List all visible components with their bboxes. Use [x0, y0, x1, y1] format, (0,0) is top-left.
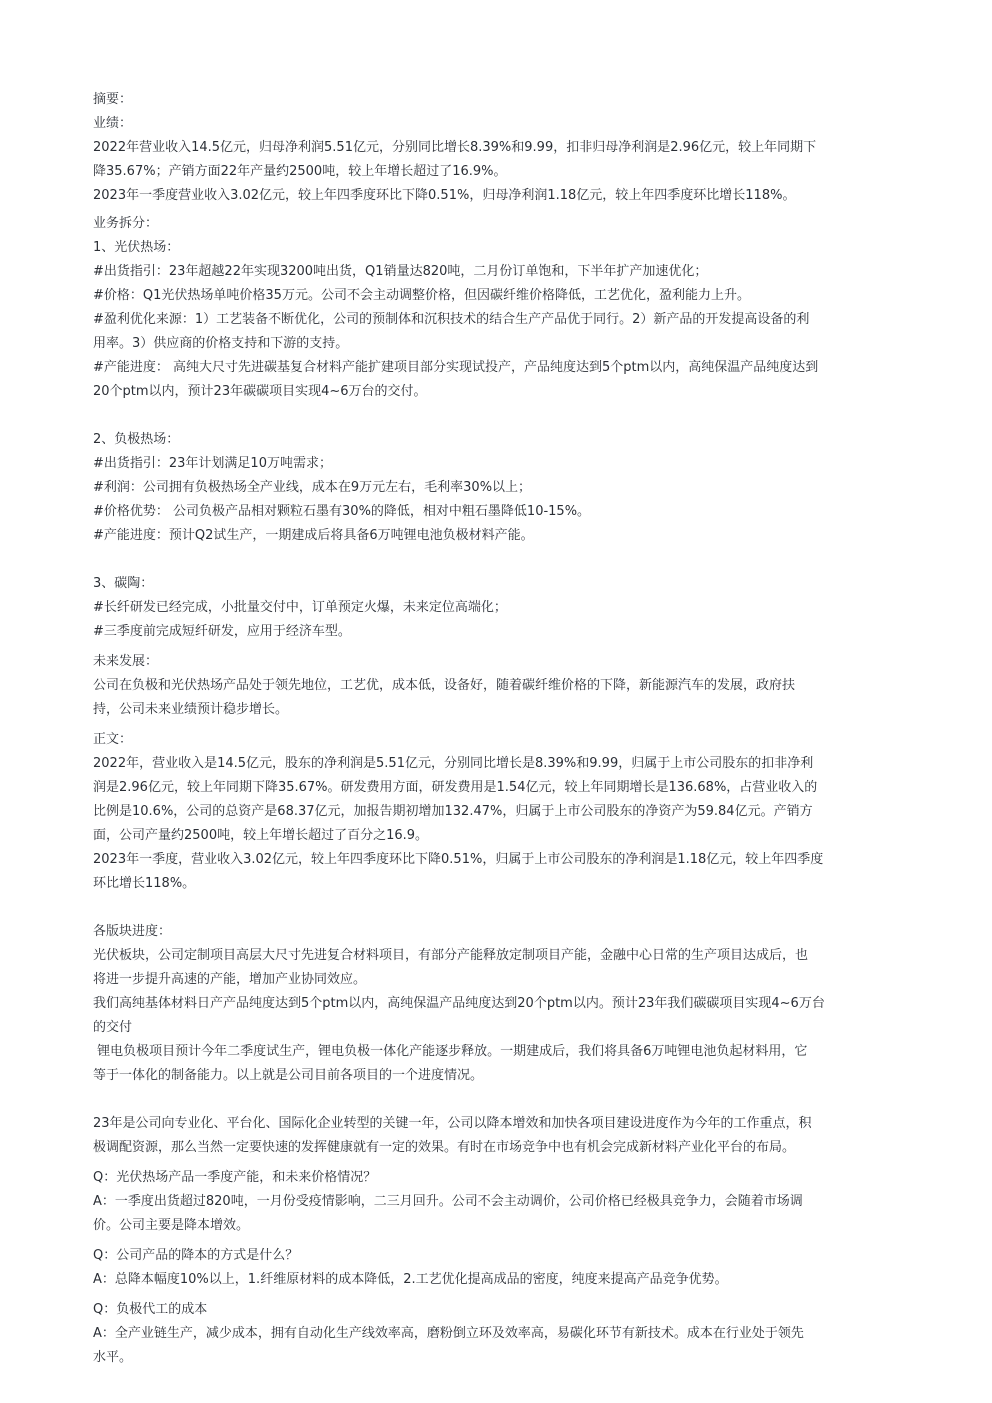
text-line: #三季度前完成短纤研发，应用于经济车型。 [93, 624, 351, 639]
answer-line: 价。公司主要是降本增效。 [93, 1218, 250, 1233]
text-line: 2023年一季度，营业收入3.02亿元，较上年四季度环比下降0.51%，归属于上市公司股东的净利润是1.18亿元，较上年四季度 [93, 852, 824, 867]
text-line: #产能进度： 高纯大尺寸先进碳基复合材料产能扩建项目部分实现试投产，产品纯度达到5个ptm以内，高纯保温产品纯度达到 [93, 360, 819, 375]
document-content [93, 88, 853, 1370]
text-line: 2022年，营业收入是14.5亿元，股东的净利润是5.51亿元，分别同比增长是8.39%和9.99，归属于上市公司股东的扣非净利 [93, 756, 814, 771]
future-heading: 未来发展： [93, 654, 159, 669]
text-line: #出货指引：23年计划满足10万吨需求； [93, 456, 332, 471]
text-line: 2022年营业收入14.5亿元，归母净利润5.51亿元，分别同比增长8.39%和9.99，扣非归母净利润是2.96亿元，较上年同期下 [93, 140, 817, 155]
answer-line: 水平。 [93, 1350, 133, 1365]
text-line: 持，公司未来业绩预计稳步增长。 [93, 702, 289, 717]
text-line: 的交付 [93, 1020, 133, 1035]
question: Q：公司产品的降本的方式是什么？ [93, 1248, 299, 1263]
answer-line: A：全产业链生产，减少成本，拥有自动化生产线效率高，磨粉倒立环及效率高，易碳化环节有新技术。成本在行业处于领先 [93, 1326, 804, 1341]
text-line: 降35.67%；产销方面22年产量约2500吨，较上年增长超过了16.9%。 [93, 164, 507, 179]
text-line: 等于一体化的制备能力。以上就是公司目前各项目的一个进度情况。 [93, 1068, 484, 1083]
text-line: #价格：Q1光伏热场单吨价格35万元。公司不会主动调整价格，但因碳纤维价格降低，工艺优化，盈利能力上升。 [93, 288, 750, 303]
text-line: #利润：公司拥有负极热场全产业线，成本在9万元左右，毛利率30%以上； [93, 480, 532, 495]
text-line: 光伏板块，公司定制项目高层大尺寸先进复合材料项目，有部分产能释放定制项目产能，金融中心日常的生产项目达成后，也 [93, 948, 809, 963]
text-line: 23年是公司向专业化、平台化、国际化企业转型的关键一年，公司以降本增效和加快各项目建设进度作为今年的工作重点，积 [93, 1116, 812, 1131]
body-heading: 正文： [93, 732, 133, 747]
text-line: #价格优势： 公司负极产品相对颗粒石墨有30%的降低，相对中粗石墨降低10-15%。 [93, 504, 591, 519]
summary-heading: 摘要： [93, 92, 133, 107]
performance-heading: 业绩： [93, 116, 133, 131]
section-title: 3、碳陶： [93, 576, 154, 591]
text-line: 环比增长118%。 [93, 876, 196, 891]
text-line: 润是2.96亿元，较上年同期下降35.67%。研发费用方面，研发费用是1.54亿元，较上年同期增长是136.68%，占营业收入的 [93, 780, 818, 795]
answer-line: A：一季度出货超过820吨，一月份受疫情影响，二三月回升。公司不会主动调价，公司价格已经极具竞争力，会随着市场调 [93, 1194, 803, 1209]
answer-line: A：总降本幅度10%以上，1.纤维原材料的成本降低，2.工艺优化提高成品的密度，纯度来提高产品竞争优势。 [93, 1272, 728, 1287]
section-title: 2、负极热场： [93, 432, 180, 447]
text-line: 2023年一季度营业收入3.02亿元，较上年四季度环比下降0.51%，归母净利润1.18亿元，较上年四季度环比增长118%。 [93, 188, 796, 203]
text-line: 极调配资源，那么当然一定要快速的发挥健康就有一定的效果。有时在市场竞争中也有机会完成新材料产业化平台的布局。 [93, 1140, 796, 1155]
text-line: #盈利优化来源：1）工艺装备不断优化，公司的预制体和沉积技术的结合生产产品优于同行。2）新产品的开发提高设备的利 [93, 312, 810, 327]
text-line: 20个ptm以内，预计23年碳碳项目实现4~6万台的交付。 [93, 384, 427, 399]
text-line: #产能进度：预计Q2试生产，一期建成后将具备6万吨锂电池负极材料产能。 [93, 528, 534, 543]
text-line: 公司在负极和光伏热场产品处于领先地位，工艺优，成本低，设备好，随着碳纤维价格的下降，新能源汽车的发展，政府扶 [93, 678, 796, 693]
text-line: 比例是10.6%，公司的总资产是68.37亿元，加报告期初增加132.47%，归属于上市公司股东的净资产为59.84亿元。产销方 [93, 804, 813, 819]
text-line: 我们高纯基体材料日产产品纯度达到5个ptm以内，高纯保温产品纯度达到20个ptm以内。预计23年我们碳碳项目实现4~6万台 [93, 996, 825, 1011]
text-line: 锂电负极项目预计今年二季度试生产，锂电负极一体化产能逐步释放。一期建成后，我们将具备6万吨锂电池负起材料用，它 [93, 1044, 808, 1059]
section-title: 1、光伏热场： [93, 240, 180, 255]
business-heading: 业务拆分： [93, 216, 159, 231]
question: Q：光伏热场产品一季度产能，和未来价格情况？ [93, 1170, 377, 1185]
question: Q：负极代工的成本 [93, 1302, 208, 1317]
text-line: #出货指引：23年超越22年实现3200吨出货，Q1销量达820吨，二月份订单饱和，下半年扩产加速优化； [93, 264, 708, 279]
text-line: #长纤研发已经完成，小批量交付中，订单预定火爆，未来定位高端化； [93, 600, 507, 615]
text-line: 用率。3）供应商的价格支持和下游的支持。 [93, 336, 349, 351]
progress-heading: 各版块进度： [93, 924, 172, 939]
text-line: 将进一步提升高速的产能，增加产业协同效应。 [93, 972, 367, 987]
text-line: 面，公司产量约2500吨，较上年增长超过了百分之16.9。 [93, 828, 429, 843]
